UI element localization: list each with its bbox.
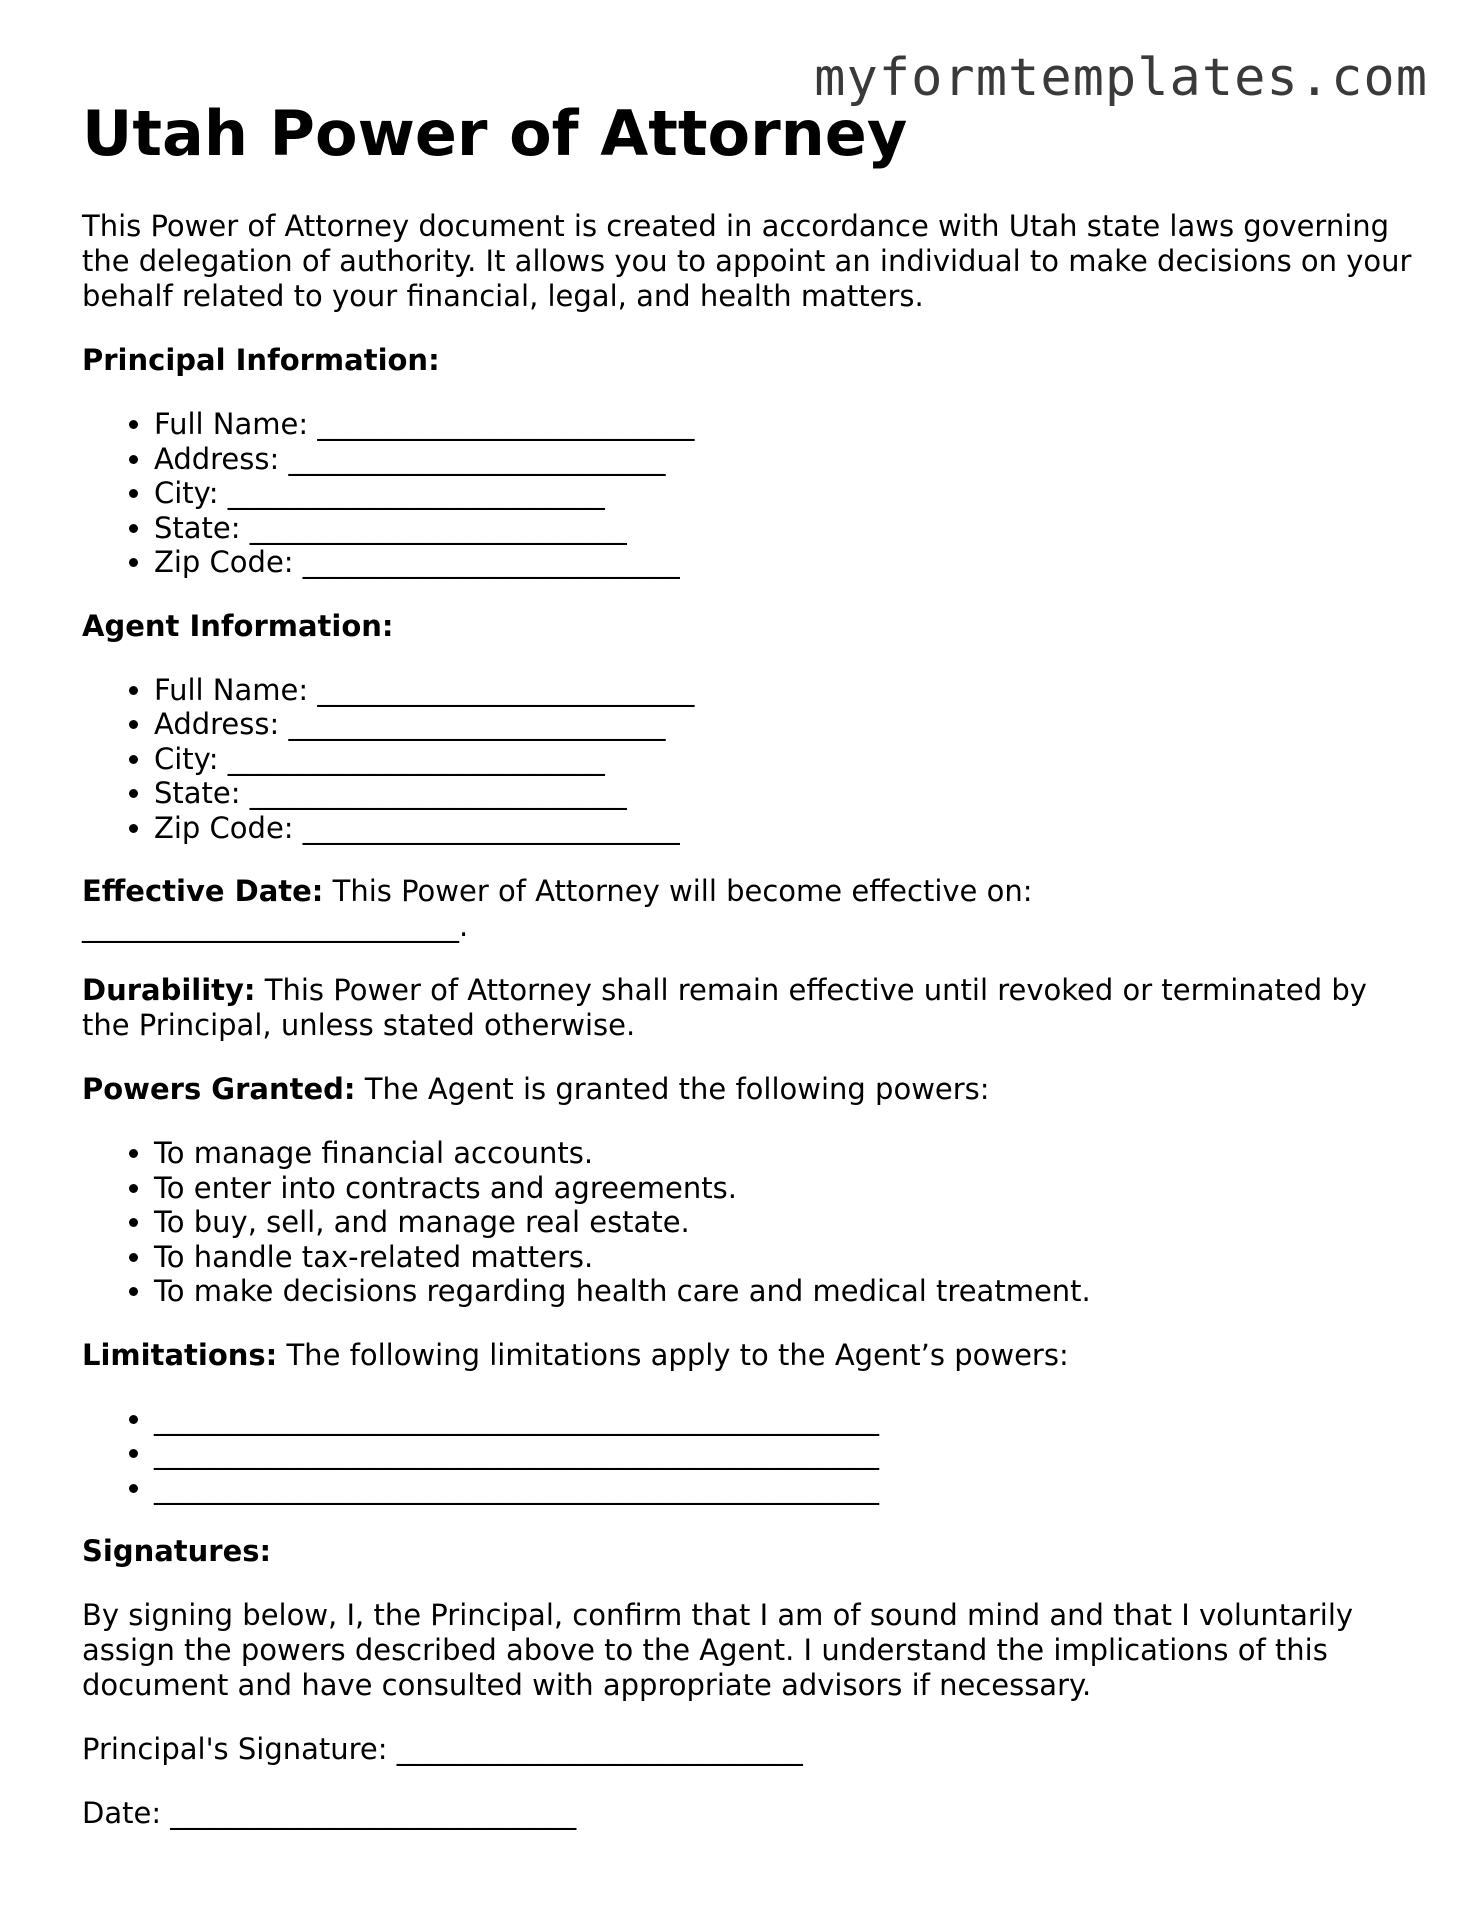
power-item: • To enter into contracts and agreements. (154, 1171, 1412, 1206)
document-page (82, 98, 1412, 1860)
power-item: • To handle tax-related matters. (154, 1240, 1412, 1275)
powers-granted-label: Powers Granted: (82, 1072, 356, 1107)
agent-address-field[interactable]: • Address: __________________________ (154, 707, 1412, 742)
durability-paragraph (82, 973, 1412, 1043)
effective-date-label: Effective Date: (82, 874, 324, 909)
site-watermark: myformtemplates.com (814, 48, 1428, 108)
agent-full-name-field[interactable]: • Full Name: __________________________ (154, 673, 1412, 708)
limitations-label: Limitations: (82, 1337, 278, 1372)
power-item: • To manage financial accounts. (154, 1136, 1412, 1171)
principal-full-name-field[interactable]: • Full Name: __________________________ (154, 407, 1412, 442)
agent-state-field[interactable]: • State: __________________________ (154, 776, 1412, 811)
limitations-paragraph (82, 1338, 1412, 1373)
power-item: • To buy, sell, and manage real estate. (154, 1205, 1412, 1240)
agent-information-heading: Agent Information: (82, 608, 394, 643)
limitations-text: The following limitations apply to the Agent’s powers: (277, 1337, 1069, 1372)
principal-fields-list (82, 407, 1412, 580)
principal-zip-field[interactable]: • Zip Code: __________________________ (154, 545, 1412, 580)
principal-city-field[interactable]: • City: __________________________ (154, 476, 1412, 511)
powers-granted-paragraph (82, 1072, 1412, 1107)
durability-label: Durability: (82, 973, 256, 1008)
agent-city-field[interactable]: • City: __________________________ (154, 742, 1412, 777)
agent-fields-list (82, 673, 1412, 846)
power-item: • To make decisions regarding health care and medical treatment. (154, 1274, 1412, 1309)
principal-signature-field[interactable]: Principal's Signature: ____________________________ (82, 1732, 803, 1767)
principal-information-heading: Principal Information: (82, 343, 440, 378)
agent-zip-field[interactable]: • Zip Code: __________________________ (154, 811, 1412, 846)
principal-state-field[interactable]: • State: __________________________ (154, 511, 1412, 546)
limitation-blank-field[interactable]: • __________________________________________________ (154, 1402, 1412, 1437)
document-title: Utah Power of Attorney (82, 97, 908, 170)
limitation-blank-field[interactable]: • __________________________________________________ (154, 1471, 1412, 1506)
powers-list (82, 1136, 1412, 1309)
limitation-blank-field[interactable]: • __________________________________________________ (154, 1436, 1412, 1471)
limitations-list (82, 1402, 1412, 1506)
signatures-statement: By signing below, I, the Principal, confirm that I am of sound mind and that I voluntarily assign the powers described above to the Agent. I understand the implications of this document and have consulted with appropriate advisors if necessary. (82, 1598, 1354, 1703)
intro-paragraph: This Power of Attorney document is created in accordance with Utah state laws governing the delegation of authority. It allows you to appoint an individual to make decisions on your behalf related to your financial, legal, and health matters. (82, 209, 1412, 314)
effective-date-text: This Power of Attorney will become effective on: __________________________. (82, 874, 1033, 944)
principal-address-field[interactable]: • Address: __________________________ (154, 442, 1412, 477)
signature-date-field[interactable]: Date: ____________________________ (82, 1796, 577, 1831)
signatures-heading: Signatures: (82, 1534, 272, 1569)
effective-date-paragraph[interactable] (82, 874, 1412, 944)
powers-granted-text: The Agent is granted the following powers: (355, 1072, 990, 1107)
durability-text: This Power of Attorney shall remain effective until revoked or terminated by the Principal, unless stated otherwise. (82, 973, 1367, 1043)
